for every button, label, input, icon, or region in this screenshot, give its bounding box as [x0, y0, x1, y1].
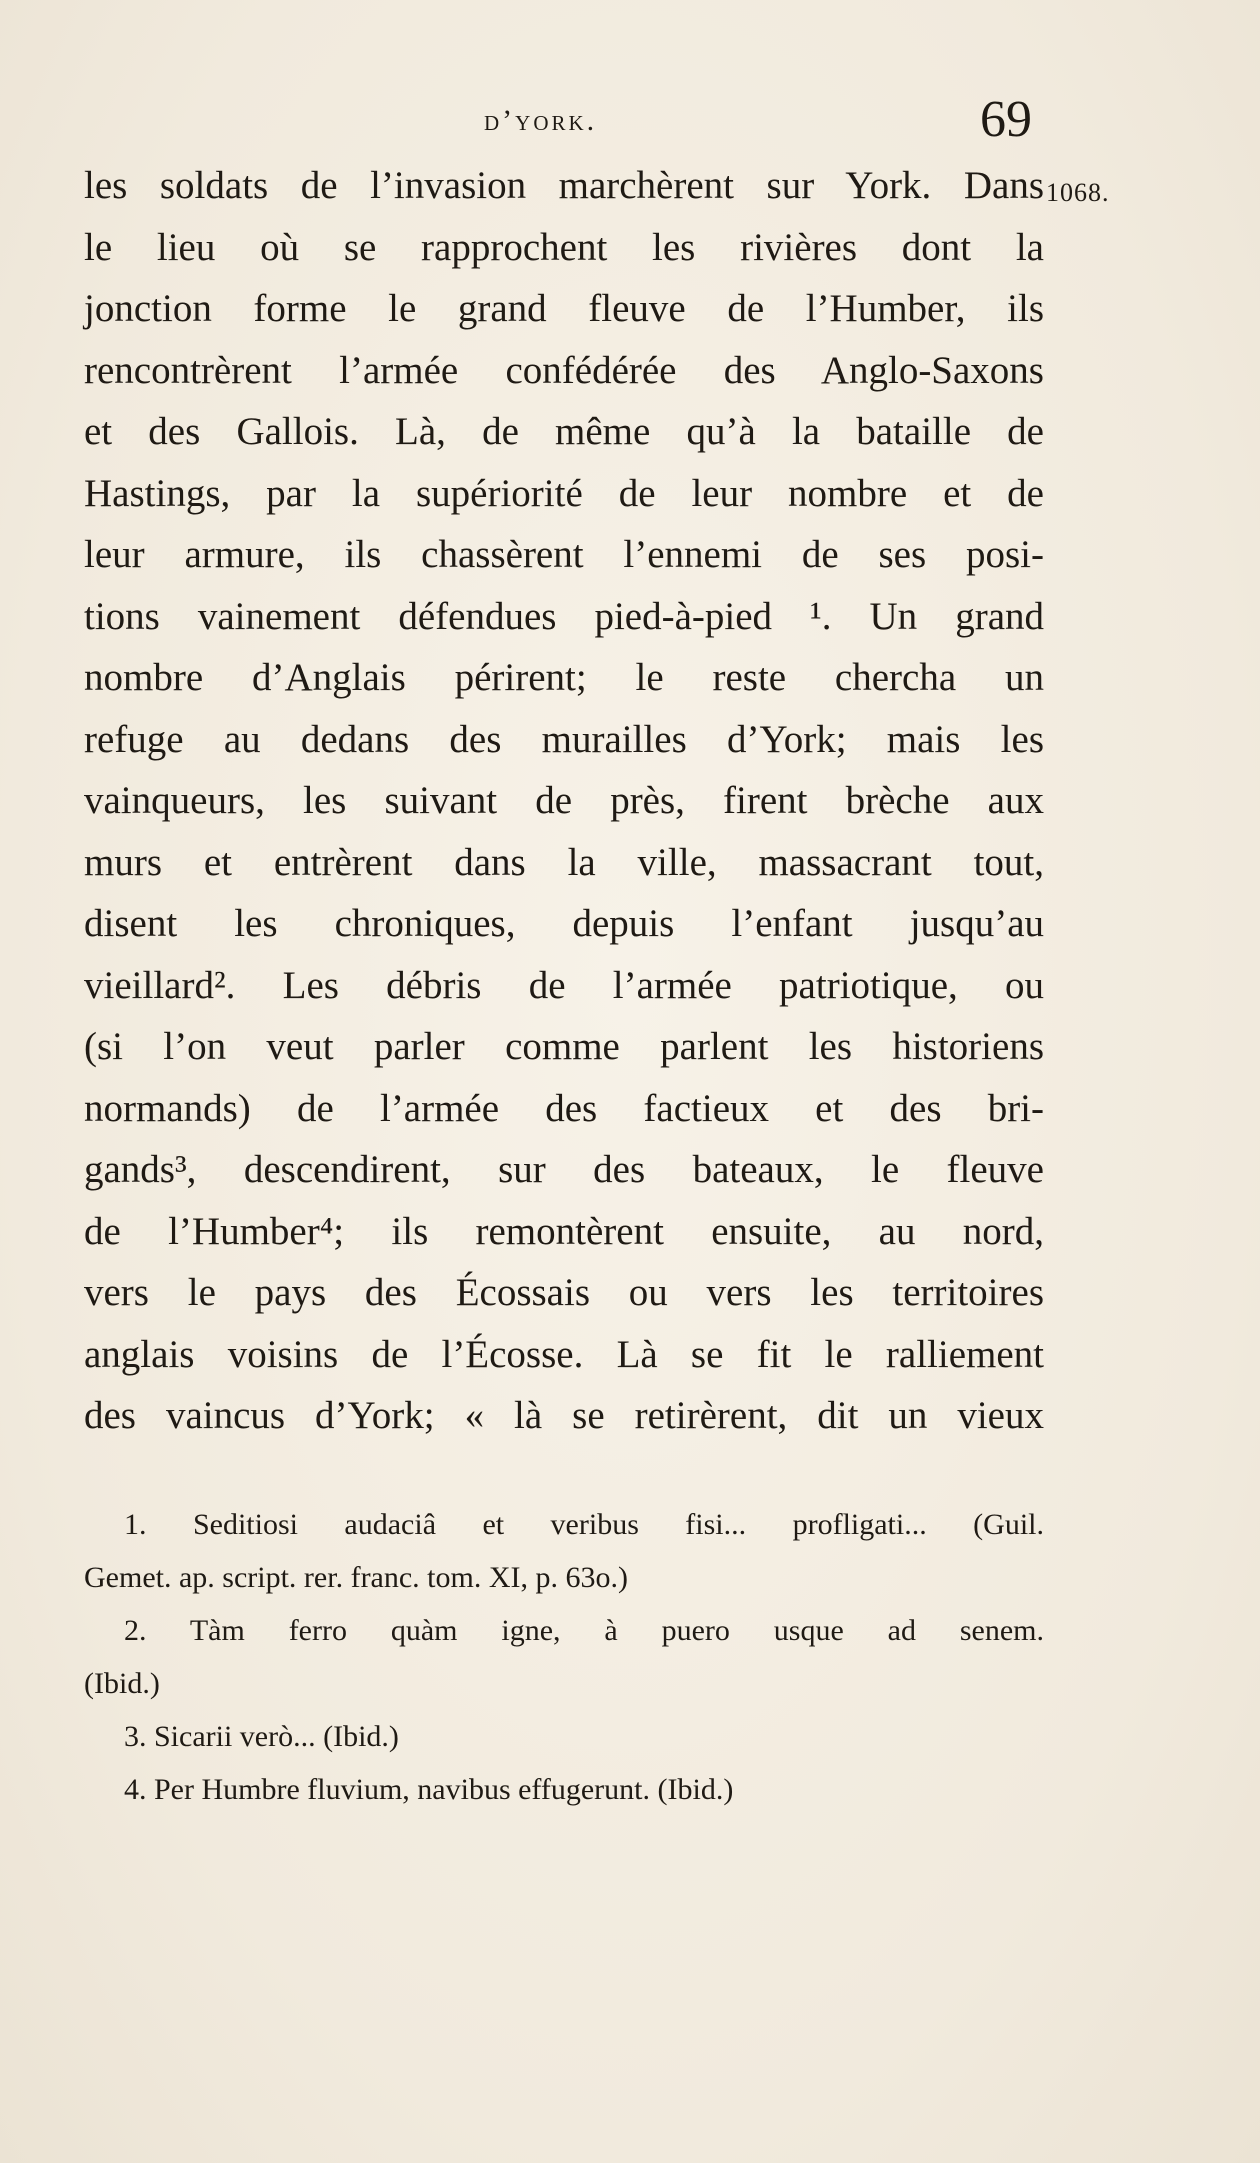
text-line: vieillard². Les débris de l’armée patriotique, ou [84, 963, 1044, 1007]
text-line: le lieu où se rapprochent les rivières dont la [84, 225, 1044, 269]
text-line: refuge au dedans des murailles d’York; mais les [84, 717, 1044, 761]
footnotes [84, 1498, 1044, 1816]
text-line: disent les chroniques, depuis l’enfant jusqu’au [84, 902, 1044, 945]
text-line: gands³, descendirent, sur des bateaux, le fleuve [84, 1148, 1044, 1191]
text-line: des vaincus d’York; « là se retirèrent, dit un vieux [84, 1394, 1044, 1437]
text-line: normands) de l’armée des factieux et des bri- [84, 1086, 1044, 1130]
text-line: jonction forme le grand fleuve de l’Humber, ils [84, 287, 1044, 330]
footnote-2: 2. Tàm ferro quàm igne, à puero usque ad senem. [124, 1614, 1044, 1647]
footnote-1: 1. Seditiosi audaciâ et veribus fisi... profligati... (Guil. [124, 1508, 1044, 1541]
margin-year-note: 1068. [1046, 178, 1110, 207]
text-line: (si l’on veut parler comme parlent les historiens [84, 1025, 1044, 1068]
text-line: de l’Humber⁴; ils remontèrent ensuite, au nord, [84, 1209, 1044, 1253]
text-line: Hastings, par la supériorité de leur nombre et de [84, 471, 1044, 515]
text-line: les soldats de l’invasion marchèrent sur York. Dans [84, 164, 1044, 207]
text-line: murs et entrèrent dans la ville, massacrant tout, [84, 840, 1044, 884]
footnote-2-continued: (Ibid.) [84, 1667, 160, 1700]
text-line: anglais voisins de l’Écosse. Là se fit le ralliement [84, 1332, 1044, 1376]
running-head [0, 90, 1260, 160]
text-line: et des Gallois. Là, de même qu’à la bataille de [84, 410, 1044, 453]
text-line: leur armure, ils chassèrent l’ennemi de ses posi- [84, 533, 1044, 576]
running-title: d’york. [484, 104, 598, 137]
body-text [84, 155, 1044, 1447]
text-line: tions vainement défendues pied-à-pied ¹. Un grand [84, 594, 1044, 638]
text-line: nombre d’Anglais périrent; le reste chercha un [84, 656, 1044, 699]
text-line: rencontrèrent l’armée confédérée des Anglo-Saxons [84, 348, 1044, 392]
text-line: vainqueurs, les suivant de près, firent brèche aux [84, 779, 1044, 822]
page-number: 69 [980, 91, 1032, 148]
text-line: vers le pays des Écossais ou vers les territoires [84, 1271, 1044, 1314]
footnote-4: 4. Per Humbre fluvium, navibus effugerunt. (Ibid.) [124, 1773, 734, 1806]
footnote-1-continued: Gemet. ap. script. rer. franc. tom. XI, p. 63o.) [84, 1561, 628, 1594]
footnote-3: 3. Sicarii verò... (Ibid.) [124, 1720, 399, 1753]
